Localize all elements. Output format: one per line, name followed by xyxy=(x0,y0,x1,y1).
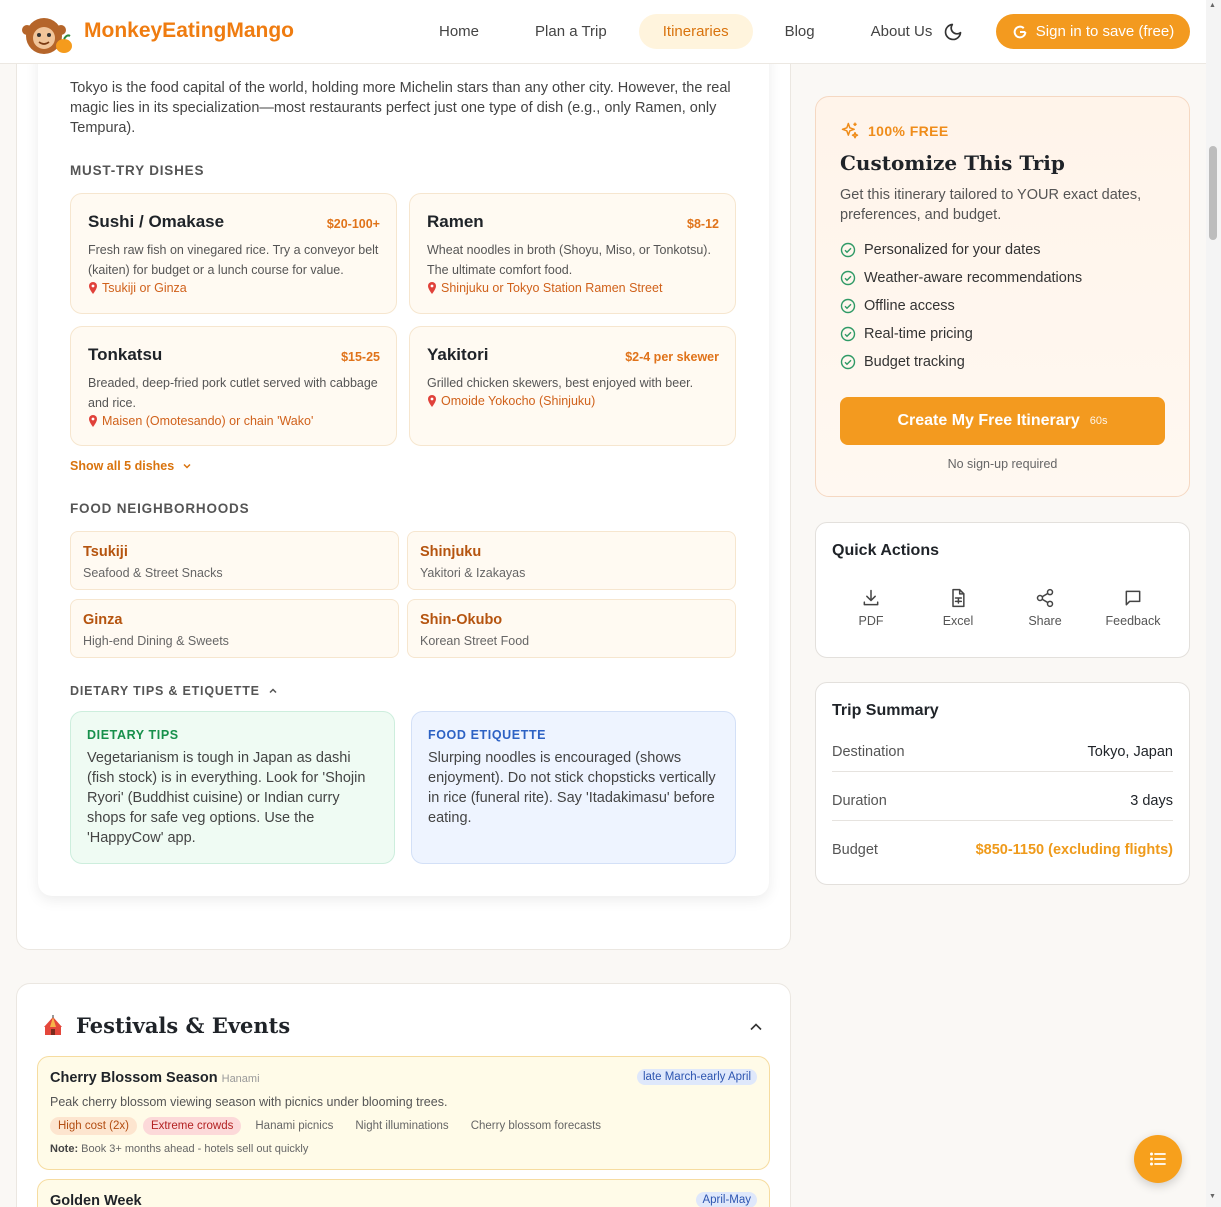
summary-row-duration xyxy=(832,793,1173,809)
check-circle-icon xyxy=(840,326,856,342)
event-card[interactable] xyxy=(37,1056,770,1170)
food-intro-text: Tokyo is the food capital of the world, holding more Michelin stars than any other city. However, the real magic lies in its specialization—most restaurants perfect just one type of dish (e.g., only Ramen, only Tempura). xyxy=(70,80,731,136)
sparkles-icon xyxy=(840,121,860,141)
collapse-chevron-up-icon[interactable] xyxy=(749,1020,763,1034)
summary-value: 3 days xyxy=(1130,793,1173,809)
feature-label: Offline access xyxy=(864,298,955,314)
summary-row-budget xyxy=(832,842,1173,858)
chevron-down-icon xyxy=(182,461,192,471)
message-icon xyxy=(1123,588,1143,608)
dish-card xyxy=(409,326,736,446)
sign-in-button[interactable] xyxy=(996,14,1190,49)
nav-about[interactable]: About Us xyxy=(870,23,933,40)
food-etiquette-text: Slurping noodles is encouraged (shows enjoyment). Do not stick chopsticks vertically in rice (funeral rite). Say 'Itadakimasu' before eating. xyxy=(428,750,716,826)
quick-action-label: Feedback xyxy=(1105,614,1161,628)
feature-label: Weather-aware recommendations xyxy=(864,270,1083,286)
free-label: 100% FREE xyxy=(868,123,949,139)
feature-item xyxy=(840,354,965,370)
feature-item xyxy=(840,326,973,342)
dish-price: $20-100+ xyxy=(326,217,380,231)
summary-label: Destination xyxy=(832,744,905,760)
nav-home[interactable]: Home xyxy=(439,23,480,40)
map-pin-icon xyxy=(88,415,98,427)
trip-summary-title: Trip Summary xyxy=(832,702,939,719)
quick-action-label: PDF xyxy=(858,614,884,628)
event-local-name: Hanami xyxy=(221,1073,260,1085)
event-tag: Cherry blossom forecasts xyxy=(470,1120,602,1132)
dietary-tips-text: Vegetarianism is tough in Japan as dashi (fish stock) is in everything. Look for 'Shojin Ryori' (Buddhist cuisine) or Indian curry shops for safe veg options. Use the 'HappyCow' app. xyxy=(87,750,366,846)
neighborhood-name: Tsukiji xyxy=(83,544,128,560)
neighborhood-card[interactable] xyxy=(70,531,399,590)
dish-description: Wheat noodles in broth (Shoyu, Miso, or Tonkotsu). The ultimate comfort food. xyxy=(427,243,711,277)
dish-price: $8-12 xyxy=(687,217,719,231)
dietary-tips-toggle[interactable] xyxy=(70,684,278,698)
food-etiquette-box xyxy=(411,711,736,864)
event-note-label: Note: xyxy=(50,1143,79,1155)
dish-card xyxy=(70,193,397,314)
google-icon xyxy=(1012,24,1028,40)
chevron-up-icon xyxy=(268,686,278,696)
dish-price: $15-25 xyxy=(341,350,380,364)
create-itinerary-label: Create My Free Itinerary xyxy=(897,412,1080,429)
neighborhood-specialty: Yakitori & Izakayas xyxy=(420,566,526,580)
dish-name: Sushi / Omakase xyxy=(88,212,225,231)
divider xyxy=(832,820,1173,821)
festivals-title: Festivals & Events xyxy=(76,1013,291,1038)
summary-value: $850-1150 (excluding flights) xyxy=(975,842,1173,858)
neighborhood-name: Ginza xyxy=(83,612,123,628)
customize-title: Customize This Trip xyxy=(840,151,1065,175)
quick-action-pdf[interactable] xyxy=(831,588,911,628)
food-etiquette-label: FOOD ETIQUETTE xyxy=(428,728,547,742)
summary-label: Duration xyxy=(832,793,887,809)
event-tag: Extreme crowds xyxy=(143,1117,241,1135)
dark-mode-toggle-icon[interactable] xyxy=(943,22,963,42)
dish-description: Breaded, deep-fried pork cutlet served with cabbage and rice. xyxy=(88,376,378,410)
free-label-row xyxy=(840,121,949,141)
dish-name: Tonkatsu xyxy=(88,345,163,364)
quick-action-label: Share xyxy=(1028,614,1062,628)
event-note xyxy=(50,1143,757,1155)
feature-label: Real-time pricing xyxy=(864,326,973,342)
dish-location xyxy=(427,394,719,408)
scrollbar-thumb[interactable] xyxy=(1209,146,1217,240)
divider xyxy=(832,771,1173,772)
map-pin-icon xyxy=(427,282,437,294)
dish-card xyxy=(409,193,736,314)
quick-action-label: Excel xyxy=(942,614,974,628)
quick-actions-title: Quick Actions xyxy=(832,542,939,559)
map-pin-icon xyxy=(427,395,437,407)
event-tags xyxy=(50,1117,757,1135)
neighborhood-name: Shinjuku xyxy=(420,544,482,560)
dish-name: Ramen xyxy=(427,212,484,231)
event-tag: Hanami picnics xyxy=(255,1120,334,1132)
scroll-down-icon[interactable]: ▼ xyxy=(1209,1193,1216,1200)
show-all-dishes-button[interactable] xyxy=(70,459,192,473)
quick-action-share[interactable] xyxy=(1005,588,1085,628)
summary-label: Budget xyxy=(832,842,878,858)
check-circle-icon xyxy=(840,298,856,314)
no-signup-note: No sign-up required xyxy=(947,457,1058,471)
customize-subtitle: Get this itinerary tailored to YOUR exact dates, preferences, and budget. xyxy=(840,187,1142,223)
must-try-heading: MUST-TRY DISHES xyxy=(70,163,205,178)
dietary-tips-heading: DIETARY TIPS & ETIQUETTE xyxy=(70,684,260,698)
dish-description: Fresh raw fish on vinegared rice. Try a conveyor belt (kaiten) for budget or a lunch course for value. xyxy=(88,243,379,277)
neighborhood-specialty: Seafood & Street Snacks xyxy=(83,566,223,580)
event-description: Peak cherry blossom viewing season with picnics under blooming trees. xyxy=(50,1095,448,1109)
nav-plan-trip[interactable]: Plan a Trip xyxy=(535,23,607,40)
event-note-text: Book 3+ months ahead - hotels sell out quickly xyxy=(81,1143,309,1155)
sign-in-label: Sign in to save (free) xyxy=(1035,23,1175,40)
map-pin-icon xyxy=(88,282,98,294)
dish-location xyxy=(427,281,719,295)
dish-location xyxy=(88,281,380,295)
dish-location-text: Shinjuku or Tokyo Station Ramen Street xyxy=(441,281,663,295)
dietary-tips-label: DIETARY TIPS xyxy=(87,728,179,742)
nav-itineraries[interactable]: Itineraries xyxy=(639,14,753,49)
quick-action-feedback[interactable] xyxy=(1093,588,1173,628)
feature-item xyxy=(840,270,1082,286)
check-circle-icon xyxy=(840,242,856,258)
spreadsheet-icon xyxy=(948,588,968,608)
dish-description: Grilled chicken skewers, best enjoyed with beer. xyxy=(427,376,694,390)
show-all-label: Show all 5 dishes xyxy=(70,459,175,473)
event-date-badge: late March-early April xyxy=(637,1069,757,1085)
neighborhood-card[interactable] xyxy=(407,599,736,658)
dish-location-text: Tsukiji or Ginza xyxy=(102,281,187,295)
event-name: Golden Week xyxy=(50,1193,142,1207)
table-of-contents-button[interactable] xyxy=(1134,1135,1182,1183)
dish-location-text: Maisen (Omotesando) or chain 'Wako' xyxy=(102,414,314,428)
check-circle-icon xyxy=(840,354,856,370)
dietary-tips-box xyxy=(70,711,395,864)
event-date-badge: April-May xyxy=(696,1192,757,1207)
create-itinerary-button[interactable] xyxy=(840,397,1165,445)
dish-price: $2-4 per skewer xyxy=(625,350,719,364)
brand-name[interactable]: MonkeyEatingMango xyxy=(84,19,295,42)
feature-item xyxy=(840,242,1041,258)
share-icon xyxy=(1035,588,1055,608)
dish-location-text: Omoide Yokocho (Shinjuku) xyxy=(441,394,596,408)
feature-label: Personalized for your dates xyxy=(864,242,1041,258)
quick-action-excel[interactable] xyxy=(918,588,998,628)
summary-row-destination xyxy=(832,744,1173,760)
feature-label: Budget tracking xyxy=(864,354,965,370)
scroll-up-icon[interactable]: ▲ xyxy=(1209,2,1216,9)
check-circle-icon xyxy=(840,270,856,286)
neighborhoods-heading: FOOD NEIGHBORHOODS xyxy=(70,501,250,516)
download-icon xyxy=(861,588,881,608)
monkey-logo-icon[interactable] xyxy=(20,10,74,58)
neighborhood-card[interactable] xyxy=(407,531,736,590)
main-nav xyxy=(415,14,956,49)
neighborhood-specialty: High-end Dining & Sweets xyxy=(83,634,229,648)
neighborhood-card[interactable] xyxy=(70,599,399,658)
dish-card xyxy=(70,326,397,446)
event-card[interactable] xyxy=(37,1179,770,1207)
circus-tent-icon xyxy=(42,1015,64,1037)
site-header xyxy=(0,0,1206,64)
event-tag: Night illuminations xyxy=(355,1120,449,1132)
list-icon xyxy=(1149,1150,1167,1168)
neighborhood-name: Shin-Okubo xyxy=(420,612,503,628)
neighborhood-specialty: Korean Street Food xyxy=(420,634,530,648)
event-name: Cherry Blossom Season xyxy=(50,1070,218,1086)
create-itinerary-duration: 60s xyxy=(1089,415,1108,427)
feature-item xyxy=(840,298,955,314)
dish-name: Yakitori xyxy=(427,345,489,364)
event-tag: High cost (2x) xyxy=(50,1117,137,1135)
summary-value: Tokyo, Japan xyxy=(1087,744,1173,760)
event-header xyxy=(50,1192,757,1207)
dish-location xyxy=(88,414,380,428)
nav-blog[interactable]: Blog xyxy=(784,23,815,40)
